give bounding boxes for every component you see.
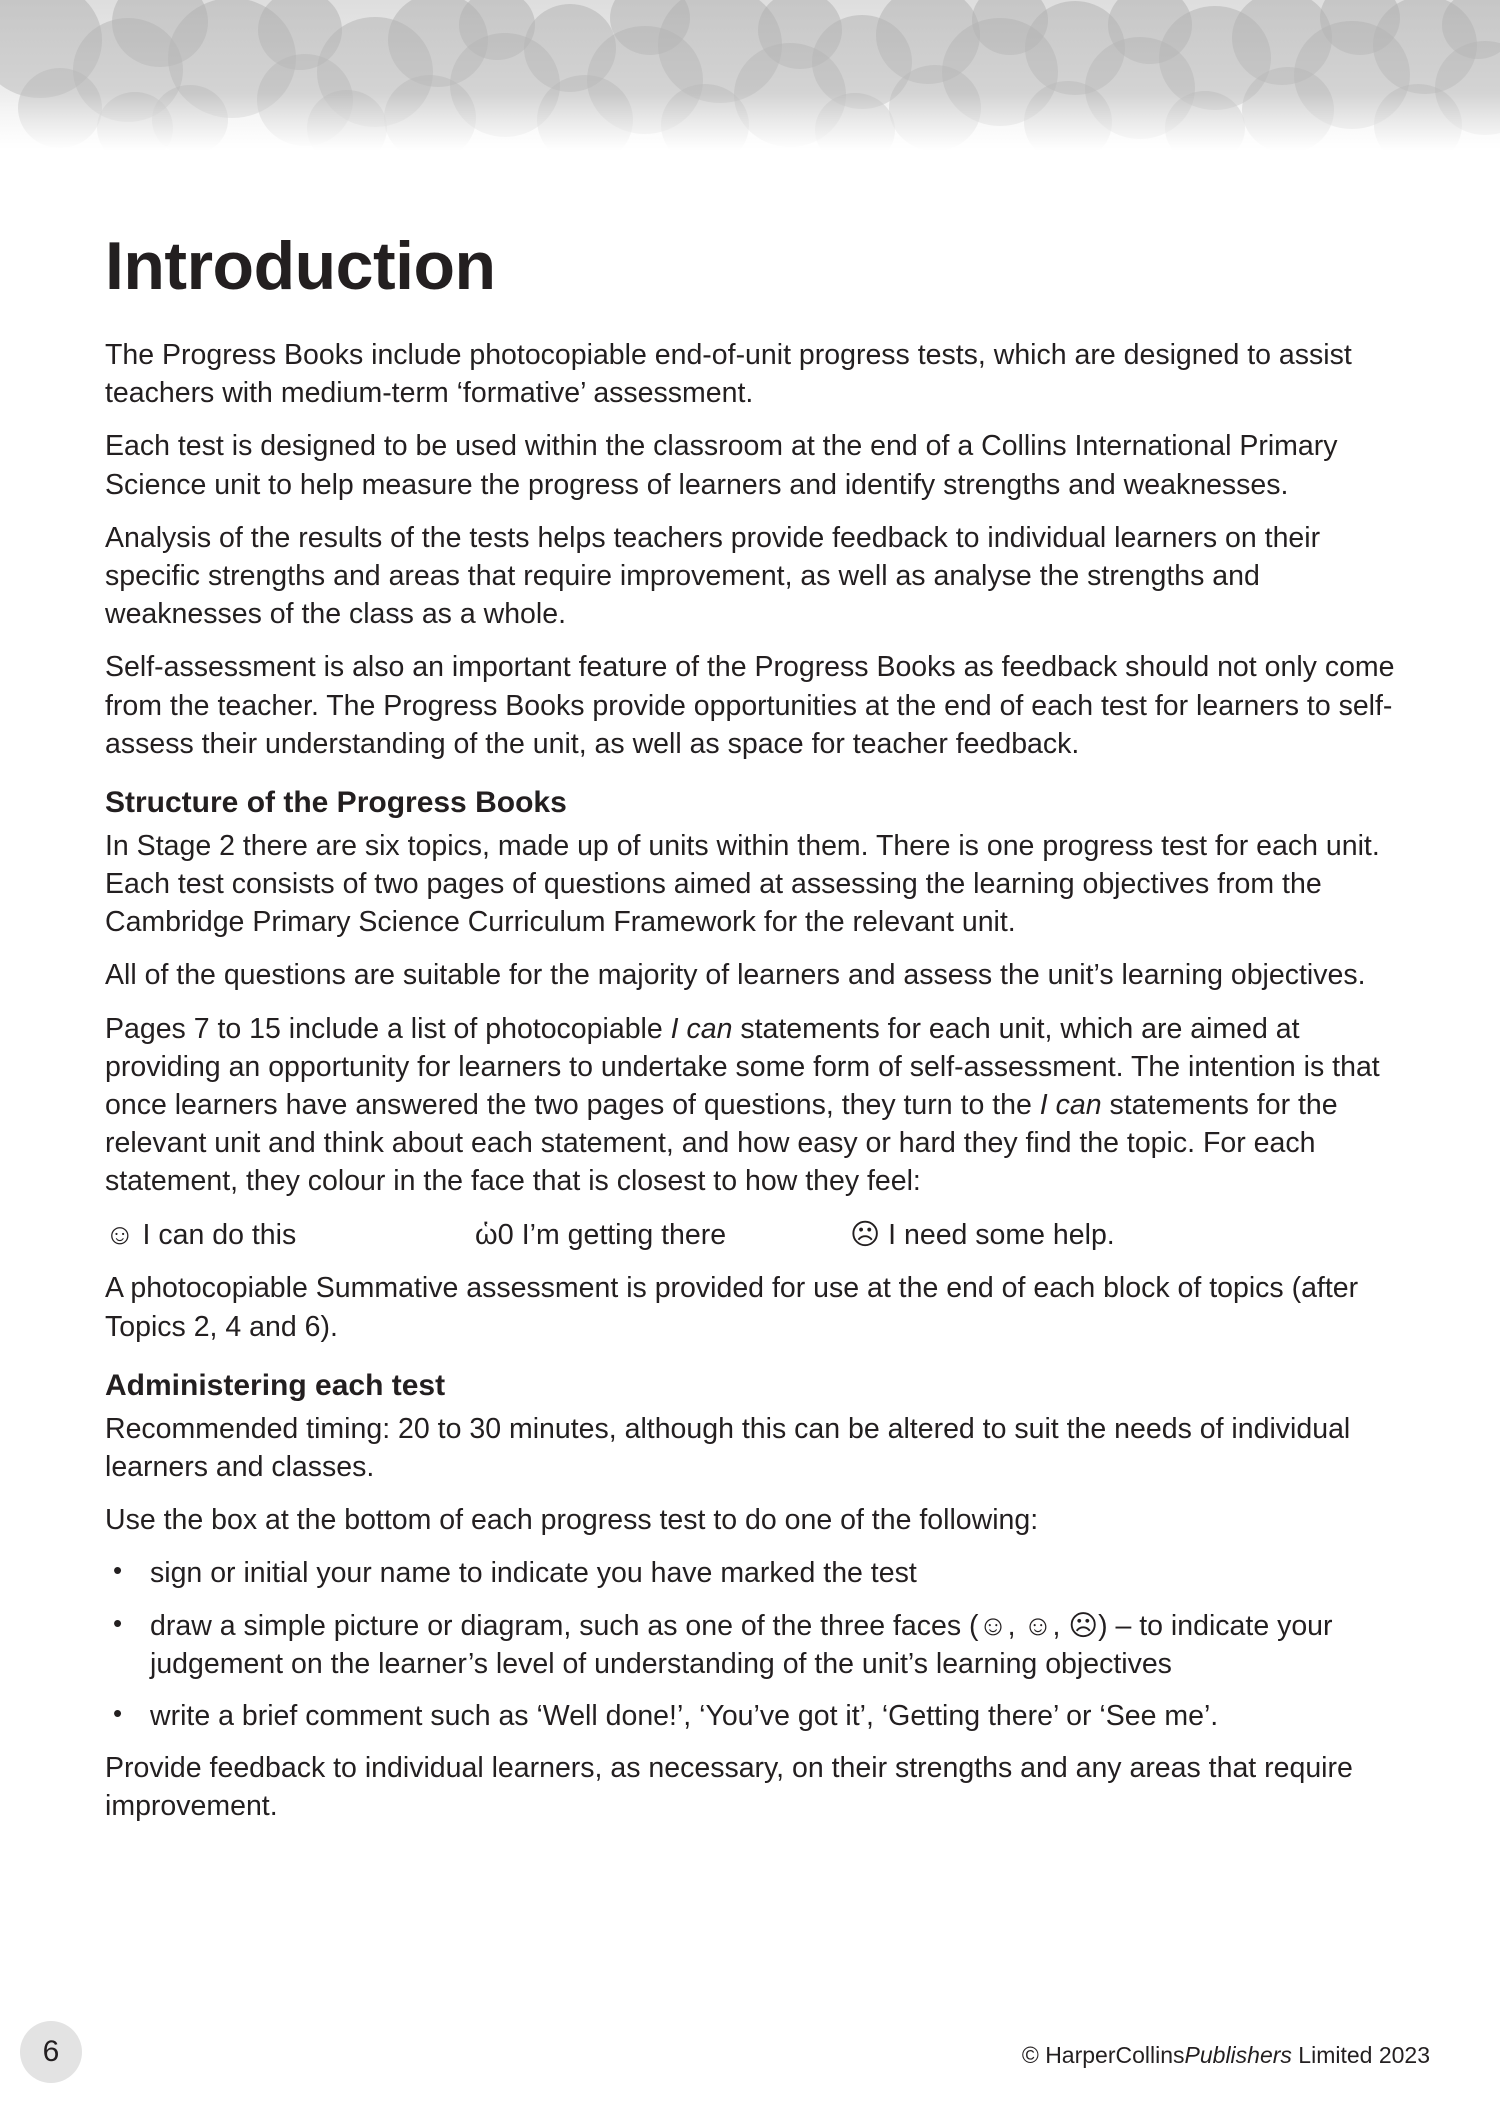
neutral-face-icon: ὡ0 bbox=[475, 1218, 514, 1251]
structure-section-heading: Structure of the Progress Books bbox=[105, 785, 567, 819]
self-assessment-faces-row bbox=[105, 1216, 1405, 1255]
publisher-name-part-1: HarperCollins bbox=[1045, 2042, 1185, 2068]
face-option-getting-there bbox=[475, 1216, 850, 1255]
list-item: • write a brief comment such as ‘Well done!’, ‘You’ve got it’, ‘Getting there’ or ‘See me’. bbox=[105, 1697, 1405, 1735]
structure-paragraph-4: A photocopiable Summative assessment is provided for use at the end of each block of topics (after Topics 2, 4 and 6). bbox=[105, 1272, 1359, 1343]
face-option-need-help bbox=[850, 1216, 1115, 1255]
administering-bullet-list bbox=[105, 1554, 1405, 1735]
structure-p3-italic-2: I can bbox=[1039, 1089, 1102, 1121]
administering-paragraph-2: Use the box at the bottom of each progress test to do one of the following: bbox=[105, 1504, 1039, 1537]
face-label-getting-there: I’m getting there bbox=[521, 1218, 727, 1251]
intro-paragraph-4: Self-assessment is also an important feature of the Progress Books as feedback should not only come from the teacher. The Progress Books provide opportunities at the end of each test for learners to self-assess their understanding of the unit, as well as space for teacher feedback. bbox=[105, 651, 1395, 760]
face-label-need-help: I need some help. bbox=[888, 1218, 1115, 1251]
administering-paragraph-1: Recommended timing: 20 to 30 minutes, although this can be altered to suit the needs of individual learners and classes. bbox=[105, 1412, 1351, 1483]
publisher-name-part-2: Limited 2023 bbox=[1298, 2042, 1430, 2068]
structure-p3-text-3: statements for the relevant unit and think about each statement, and how easy or hard they find the topic. For each statement, they colour in the face that is closest to how they feel: bbox=[105, 1089, 1338, 1198]
copyright-notice bbox=[1022, 2042, 1430, 2069]
structure-paragraph-2: All of the questions are suitable for the majority of learners and assess the unit’s learning objectives. bbox=[105, 959, 1366, 992]
smiling-face-icon: ☺ bbox=[105, 1218, 135, 1251]
intro-paragraph-3: Analysis of the results of the tests helps teachers provide feedback to individual learners on their specific strengths and areas that require improvement, as well as analyse the strengths and weaknesses of the class as a whole. bbox=[105, 521, 1321, 631]
copyright-symbol: © bbox=[1021, 2042, 1039, 2068]
page-number-badge bbox=[20, 2021, 82, 2083]
publisher-name-italic: Publishers bbox=[1184, 2042, 1292, 2068]
page-title: Introduction bbox=[105, 228, 496, 304]
face-label-can-do-this: I can do this bbox=[142, 1218, 297, 1251]
page-number-value: 6 bbox=[42, 2035, 60, 2068]
structure-p3-text-1: Pages 7 to 15 include a list of photocopiable bbox=[105, 1012, 671, 1045]
intro-paragraph-2: Each test is designed to be used within the classroom at the end of a Collins International Primary Science unit to help measure the progress of learners and identify strengths and weaknesses. bbox=[105, 430, 1338, 501]
administering-section-heading: Administering each test bbox=[105, 1368, 446, 1402]
structure-paragraph-3 bbox=[105, 1010, 1405, 1201]
structure-paragraph-1: In Stage 2 there are six topics, made up of units within them. There is one progress test for each unit. Each test consists of two pages of questions aimed at assessing the learning objectives from the Cambridge Primary Science Curriculum Framework for the relevant unit. bbox=[105, 829, 1380, 939]
list-item: • draw a simple picture or diagram, such as one of the three faces (☺, ☺, ☹) – to indicate your judgement on the learner’s level of understanding of the unit’s learning objectives bbox=[105, 1607, 1405, 1683]
frowning-face-icon: ☹ bbox=[850, 1218, 881, 1251]
decorative-bubbles-banner bbox=[0, 0, 1500, 150]
face-option-can-do-this bbox=[105, 1216, 475, 1255]
list-item: • sign or initial your name to indicate you have marked the test bbox=[105, 1554, 1405, 1592]
intro-paragraph-1: The Progress Books include photocopiable end-of-unit progress tests, which are designed to assist teachers with medium-term ‘formative’ assessment. bbox=[105, 339, 1352, 410]
document-content bbox=[105, 228, 1405, 1840]
structure-p3-text-2: statements for each unit, which are aimed at providing an opportunity for learners to undertake some form of self-assessment. The intention is that once learners have answered the two pages of questions, they turn to the bbox=[105, 1012, 1380, 1121]
structure-p3-italic-1: I can bbox=[670, 1012, 733, 1045]
administering-paragraph-3: Provide feedback to individual learners, as necessary, on their strengths and any areas that require improvement. bbox=[105, 1752, 1353, 1823]
